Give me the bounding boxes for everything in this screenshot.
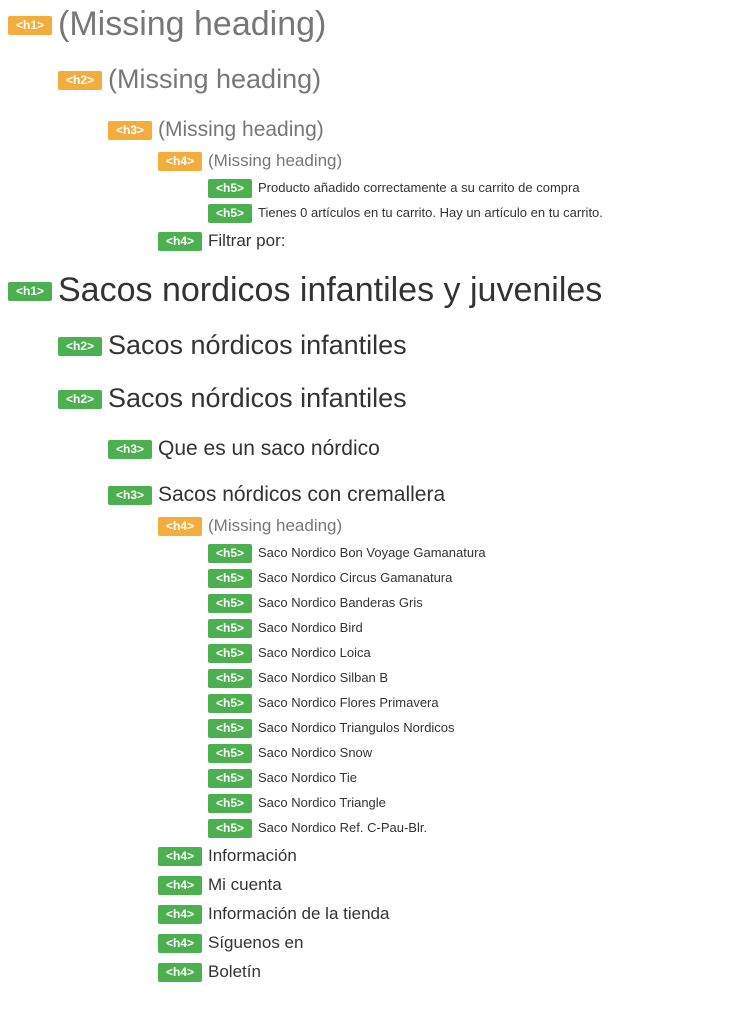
heading-text: Información: [208, 846, 297, 866]
heading-level-badge: <h5>: [208, 744, 252, 763]
outline-heading-h5: [208, 817, 427, 839]
heading-level-badge: <h2>: [58, 337, 102, 356]
outline-heading-h5: [208, 617, 363, 639]
heading-text: Producto añadido correctamente a su carrito de compra: [258, 179, 580, 195]
heading-text: Sacos nórdicos con cremallera: [158, 482, 446, 506]
heading-level-badge: <h5>: [208, 719, 252, 738]
heading-level-badge: <h4>: [158, 847, 202, 866]
heading-text: Saco Nordico Loica: [258, 644, 371, 660]
outline-heading-h4: [158, 872, 282, 898]
outline-heading-h5: [208, 742, 372, 764]
heading-level-badge: <h5>: [208, 204, 252, 223]
heading-level-badge: <h5>: [208, 794, 252, 813]
outline-heading-h5: [208, 767, 357, 789]
heading-text: Saco Nordico Flores Primavera: [258, 694, 439, 710]
heading-level-badge: <h4>: [158, 152, 202, 171]
heading-level-badge: <h5>: [208, 594, 252, 613]
outline-heading-h5: [208, 592, 423, 614]
heading-level-badge: <h5>: [208, 179, 252, 198]
outline-heading-h5: [208, 202, 603, 224]
outline-heading-h2: [58, 62, 321, 98]
heading-text: Síguenos en: [208, 933, 304, 953]
heading-level-badge: <h5>: [208, 769, 252, 788]
missing-heading-text: (Missing heading): [58, 5, 327, 44]
heading-level-badge: <h5>: [208, 569, 252, 588]
heading-text: Saco Nordico Bird: [258, 619, 363, 635]
heading-text: Saco Nordico Snow: [258, 744, 373, 760]
heading-text: Sacos nórdicos infantiles: [108, 383, 407, 414]
heading-level-badge: <h4>: [158, 232, 202, 251]
heading-text: Saco Nordico Silban B: [258, 669, 389, 685]
missing-heading-text: (Missing heading): [108, 64, 322, 95]
outline-heading-h5: [208, 667, 388, 689]
heading-text: Sacos nordicos infantiles y juveniles: [58, 271, 603, 310]
outline-heading-h4: [158, 843, 297, 869]
heading-level-badge: <h1>: [8, 16, 52, 35]
heading-text: Saco Nordico Triangle: [258, 794, 386, 810]
heading-level-badge: <h4>: [158, 876, 202, 895]
missing-heading-text: (Missing heading): [208, 151, 343, 171]
outline-heading-h3: [108, 480, 445, 510]
heading-text: Mi cuenta: [208, 875, 282, 895]
outline-heading-h4: [158, 513, 342, 539]
outline-heading-h4: [158, 901, 389, 927]
heading-text: Saco Nordico Banderas Gris: [258, 594, 423, 610]
heading-level-badge: <h1>: [8, 282, 52, 301]
outline-heading-h3: [108, 434, 380, 464]
heading-text: Saco Nordico Triangulos Nordicos: [258, 719, 455, 735]
outline-heading-h5: [208, 717, 455, 739]
missing-heading-text: (Missing heading): [208, 516, 343, 536]
outline-heading-h1: [8, 269, 602, 313]
outline-heading-h2: [58, 381, 407, 417]
outline-heading-h5: [208, 692, 439, 714]
outline-heading-h2: [58, 328, 407, 364]
heading-level-badge: <h5>: [208, 694, 252, 713]
heading-text: Saco Nordico Circus Gamanatura: [258, 569, 453, 585]
outline-heading-h5: [208, 542, 486, 564]
heading-level-badge: <h3>: [108, 440, 152, 459]
heading-text: Que es un saco nórdico: [158, 436, 380, 460]
outline-heading-h5: [208, 567, 452, 589]
heading-level-badge: <h4>: [158, 905, 202, 924]
heading-level-badge: <h2>: [58, 390, 102, 409]
outline-heading-h5: [208, 177, 580, 199]
heading-level-badge: <h3>: [108, 486, 152, 505]
heading-level-badge: <h5>: [208, 669, 252, 688]
heading-level-badge: <h3>: [108, 121, 152, 140]
missing-heading-text: (Missing heading): [158, 117, 324, 141]
heading-text: Saco Nordico Bon Voyage Gamanatura: [258, 544, 486, 560]
heading-level-badge: <h5>: [208, 644, 252, 663]
heading-text: Boletín: [208, 962, 261, 982]
heading-text: Tienes 0 artículos en tu carrito. Hay un artículo en tu carrito.: [258, 204, 603, 220]
heading-level-badge: <h2>: [58, 71, 102, 90]
heading-level-badge: <h4>: [158, 517, 202, 536]
heading-level-badge: <h4>: [158, 963, 202, 982]
heading-text: Saco Nordico Tie: [258, 769, 357, 785]
heading-level-badge: <h5>: [208, 819, 252, 838]
outline-heading-h4: [158, 930, 303, 956]
heading-text: Información de la tienda: [208, 904, 390, 924]
heading-level-badge: <h5>: [208, 619, 252, 638]
outline-heading-h4: [158, 148, 342, 174]
heading-level-badge: <h5>: [208, 544, 252, 563]
outline-heading-h3: [108, 115, 324, 145]
outline-heading-h4: [158, 959, 261, 985]
outline-heading-h5: [208, 792, 386, 814]
outline-heading-h5: [208, 642, 371, 664]
heading-text: Sacos nórdicos infantiles: [108, 330, 407, 361]
outline-heading-h4: [158, 228, 285, 254]
heading-level-badge: <h4>: [158, 934, 202, 953]
heading-text: Filtrar por:: [208, 231, 286, 251]
outline-heading-h1: [8, 3, 326, 47]
heading-text: Saco Nordico Ref. C-Pau-Blr.: [258, 819, 428, 835]
